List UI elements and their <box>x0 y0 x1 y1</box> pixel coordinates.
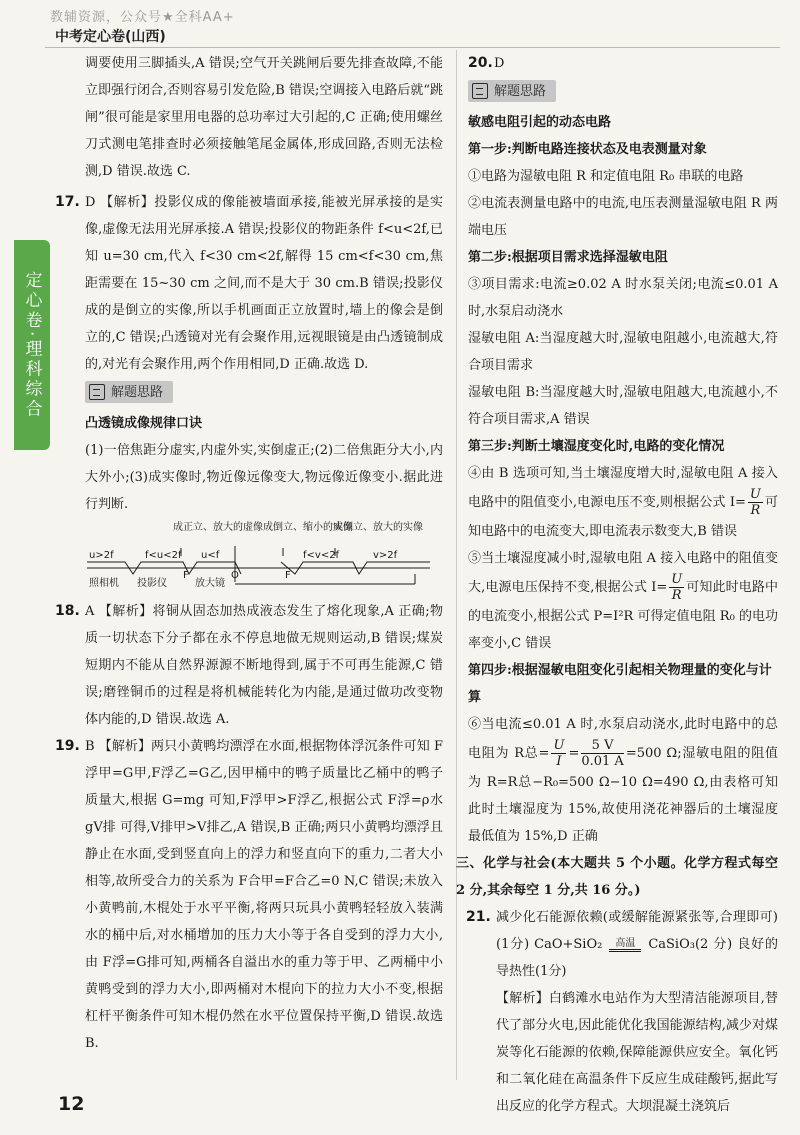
fraction-numerator: U <box>671 572 683 587</box>
equals-sign: = <box>568 746 580 761</box>
notebook-icon <box>472 83 488 99</box>
cond-projector: f<u<2f <box>145 550 182 561</box>
cond-camera: u>2f <box>89 550 114 561</box>
tips-label: 解题思路 <box>494 83 547 99</box>
watermark-text: 教辅资源，公众号★全科AA+ <box>50 10 235 25</box>
point-F2: F <box>285 570 291 581</box>
step-3-heading: 第三步:判断土壤湿度变化时,电路的变化情况 <box>468 439 725 454</box>
step-3-b-part1: ⑤当土壤湿度减小时,湿敏电阻 A 接入电路中的阻值变大,电源电压保持不变,根据公式 I= <box>468 551 778 595</box>
step-3-b <box>468 545 778 657</box>
question-number: 21. <box>466 909 491 925</box>
header-rule <box>45 47 780 48</box>
tips-label: 解题思路 <box>111 384 164 400</box>
fraction-U-over-R <box>748 487 763 518</box>
chem-eq-condition: 高温 <box>615 937 636 949</box>
step-3-b-part2: 可知此时电路中的电流变小,根据公式 P=I²R 可得定值电阻 R₀ 的电功率变小,C 错误 <box>468 580 778 651</box>
cond-v2: v>2f <box>373 550 398 561</box>
step-2-a: ③项目需求:电流≥0.02 A 时水泵关闭;电流≤0.01 A 时,水泵启动浇水 <box>468 277 778 319</box>
question-21-text1: 减少化石能源依赖(或缓解能源紧张等,合理即可)(1分) <box>496 910 778 952</box>
fraction-5V-over-001A <box>581 738 623 769</box>
point-F: F <box>183 570 189 581</box>
lens-imaging-diagram <box>85 522 435 594</box>
question-number: 18. <box>55 603 80 619</box>
question-17 <box>55 189 443 378</box>
side-tab <box>14 240 50 450</box>
question-number: 17. <box>55 194 80 210</box>
step-1-b: ②电流表测量电路中的电流,电压表测量湿敏电阻 R 两端电压 <box>468 196 778 238</box>
fraction-numerator: U <box>553 738 565 753</box>
question-number: 19. <box>55 738 80 754</box>
chem-eq-left: CaO+SiO₂ <box>534 937 603 952</box>
analysis-title: 敏感电阻引起的动态电路 <box>468 115 612 130</box>
fraction-numerator: 5 V <box>581 738 623 754</box>
cond-magnifier: u<f <box>201 550 220 561</box>
step-4-a-part2: =500 Ω;湿敏电阻的阻值为 R=R总−R₀=500 Ω−10 Ω=490 Ω,由表格可知此时土壤湿度为 15%,故使用浇花神器后的土壤湿度最低值为 15%,D 正确 <box>468 746 778 844</box>
label-real-large: 成倒立、放大的实像 <box>333 522 423 533</box>
chem-eq-arrow <box>609 938 641 952</box>
notebook-icon <box>89 384 105 400</box>
page-header-title: 中考定心卷(山西) <box>55 29 166 45</box>
question-17-text: D 【解析】投影仪成的像能被墙面承接,能被光屏承接的是实像,虚像无法用光屏承接.A 错误;投影仪的物距条件 f<u<2f,已知 u=30 cm,代入 f<30 cm<2f,解得 15 cm<f<30 cm,焦距需要在 15~30 cm 之间,而不是大于 30 cm.B 错误;投影仪成的是倒立的实像,所以手机画面正立放置时,墙上的像会是倒立的,C 错误;凸透镜对光有会聚作用,远视眼镜是由凸透镜制成的,对光有会聚作用,两个作用相同,D 正确.故选 D. <box>85 195 443 372</box>
question-20-answer: D <box>494 56 505 71</box>
step-2-heading: 第二步:根据项目需求选择湿敏电阻 <box>468 250 668 265</box>
double-line <box>609 949 641 952</box>
column-divider <box>456 50 457 1080</box>
fraction-denominator: I <box>556 754 562 769</box>
fraction-denominator: R <box>750 503 761 518</box>
chem-eq-right: CaSiO₃(2 分) <box>648 937 733 952</box>
question-21-text2: 良好的导热性(1分) <box>496 937 778 979</box>
question-18-text: A 【解析】将铜从固态加热成液态发生了熔化现象,A 正确;物质一切状态下分子都在永不停息地做无规则运动,B 错误;煤炭短期内不能从自然界源源不断地得到,属于不可再生能源,C 错误;磨锉铜币的过程是将机械能转化为内能,是通过做功改变物体内能的,D 错误.故选 A. <box>85 604 443 727</box>
tips-banner <box>468 80 556 102</box>
tips-banner <box>85 381 173 403</box>
question-19-text: B 【解析】两只小黄鸭均漂浮在水面,根据物体浮沉条件可知 F浮甲=G甲,F浮乙=G乙,因甲桶中的鸭子质量比乙桶中的鸭子质量大,根据 G=mg 可知,F浮甲>F浮乙,根据公式 F浮=ρ水 gV排 可得,V排甲>V排乙,A 错误,B 正确;两只小黄鸭均漂浮且静止在水面,受到竖直向上的浮力和竖直向下的重力,二者大小相等,故所受合力的关系为 F合甲=F合乙=0 N,C 错误;未放入小黄鸭前,木棍处于水平平衡,将两只玩具小黄鸭轻轻放入装满水的桶中后,对水桶增加的压力大小等于各自受到的浮力大小,由 F浮=G排可知,两桶各自溢出水的重力等于甲、乙两桶中小黄鸭受到的浮力大小,即两桶对木棍向下的拉力大小不变,根据杠杆平衡条件可知木棍仍然在水平位置保持平衡,D 错误.故选 B. <box>85 739 443 1051</box>
q16-continuation: 调要使用三脚插头,A 错误;空气开关跳闸后要先排查故障,不能立即强行闭合,否则容易引发危险,B 错误;空调接入电路后就“跳闸”很可能是家里用电器的总功率过大引起的,C 正确;使用螺丝刀式测电笔排查时必须接触笔尾金属体,形成回路,否则无法检测,D 错误.故选 C. <box>85 56 443 179</box>
step-1-a: ①电路为湿敏电阻 R 和定值电阻 R₀ 串联的电路 <box>468 169 744 184</box>
step-4-heading: 第四步:根据湿敏电阻变化引起相关物理量的变化与计算 <box>468 663 772 705</box>
label-real-small: 成倒立、缩小的实像 <box>263 522 353 533</box>
question-18 <box>55 598 443 733</box>
page-number: 12 <box>58 1093 85 1115</box>
step-2-c: 湿敏电阻 B:当湿度越大时,湿敏电阻越大,电流越小,不符合项目需求,A 错误 <box>468 385 778 427</box>
device-camera: 照相机 <box>89 578 119 589</box>
left-column <box>55 50 443 1057</box>
question-21 <box>466 904 778 1120</box>
side-tab-label: 定心卷·理科综合 <box>21 270 42 420</box>
question-21-analysis: 【解析】白鹤滩水电站作为大型清洁能源项目,替代了部分火电,因此能优化我国能源结构,减少对煤炭等化石能源的依赖,保障能源供应安全。氧化钙和二氧化硅在高温条件下反应生成硅酸钙,据此写出反应的化学方程式。大坝混凝土浇筑后 <box>496 991 778 1114</box>
question-19 <box>55 733 443 1057</box>
fraction-denominator: R <box>671 588 682 603</box>
step-1-heading: 第一步:判断电路连接状态及电表测量对象 <box>468 142 707 157</box>
step-3-a <box>468 460 778 545</box>
right-column <box>456 50 778 1120</box>
section-3-heading: 三、化学与社会(本大题共 5 个小题。化学方程式每空 2 分,其余每空 1 分,共 16 分。) <box>456 856 778 898</box>
tips-heading: 凸透镜成像规律口诀 <box>85 416 203 431</box>
fraction-numerator: U <box>749 487 761 502</box>
question-number: 20. <box>468 55 493 71</box>
tips-text: (1)一倍焦距分虚实,内虚外实,实倒虚正;(2)二倍焦距分大小,内大外小;(3)成实像时,物近像远像变大,物远像近像变小.据此进行判断. <box>85 443 443 512</box>
fraction-U-over-R <box>669 572 684 603</box>
question-20 <box>468 50 778 77</box>
step-3-a-part2: 可知电路中的电流变大,即电流表示数变大,B 错误 <box>468 495 778 539</box>
device-projector: 投影仪 <box>137 578 167 589</box>
device-magnifier: 放大镜 <box>195 578 225 589</box>
point-O: O <box>231 570 239 581</box>
question-21-body <box>496 904 778 1120</box>
cond-v1: f<v<2f <box>303 550 340 561</box>
step-3-a-part1: ④由 B 选项可知,当土壤湿度增大时,湿敏电阻 A 接入电路中的阻值变小,电源电压不变,则根据公式 I= <box>468 466 778 510</box>
step-4-a <box>468 711 778 850</box>
fraction-U-over-I <box>551 738 566 769</box>
fraction-denominator: 0.01 A <box>581 754 624 769</box>
label-virtual-image: 成正立、放大的虚像 <box>173 522 263 533</box>
question-21-line <box>496 904 778 985</box>
step-4-a-part1: ⑥当电流≤0.01 A 时,水泵启动浇水,此时电路中的总电阻为 R总= <box>468 717 778 761</box>
step-2-b: 湿敏电阻 A:当湿度越大时,湿敏电阻越小,电流越大,符合项目需求 <box>468 331 778 373</box>
